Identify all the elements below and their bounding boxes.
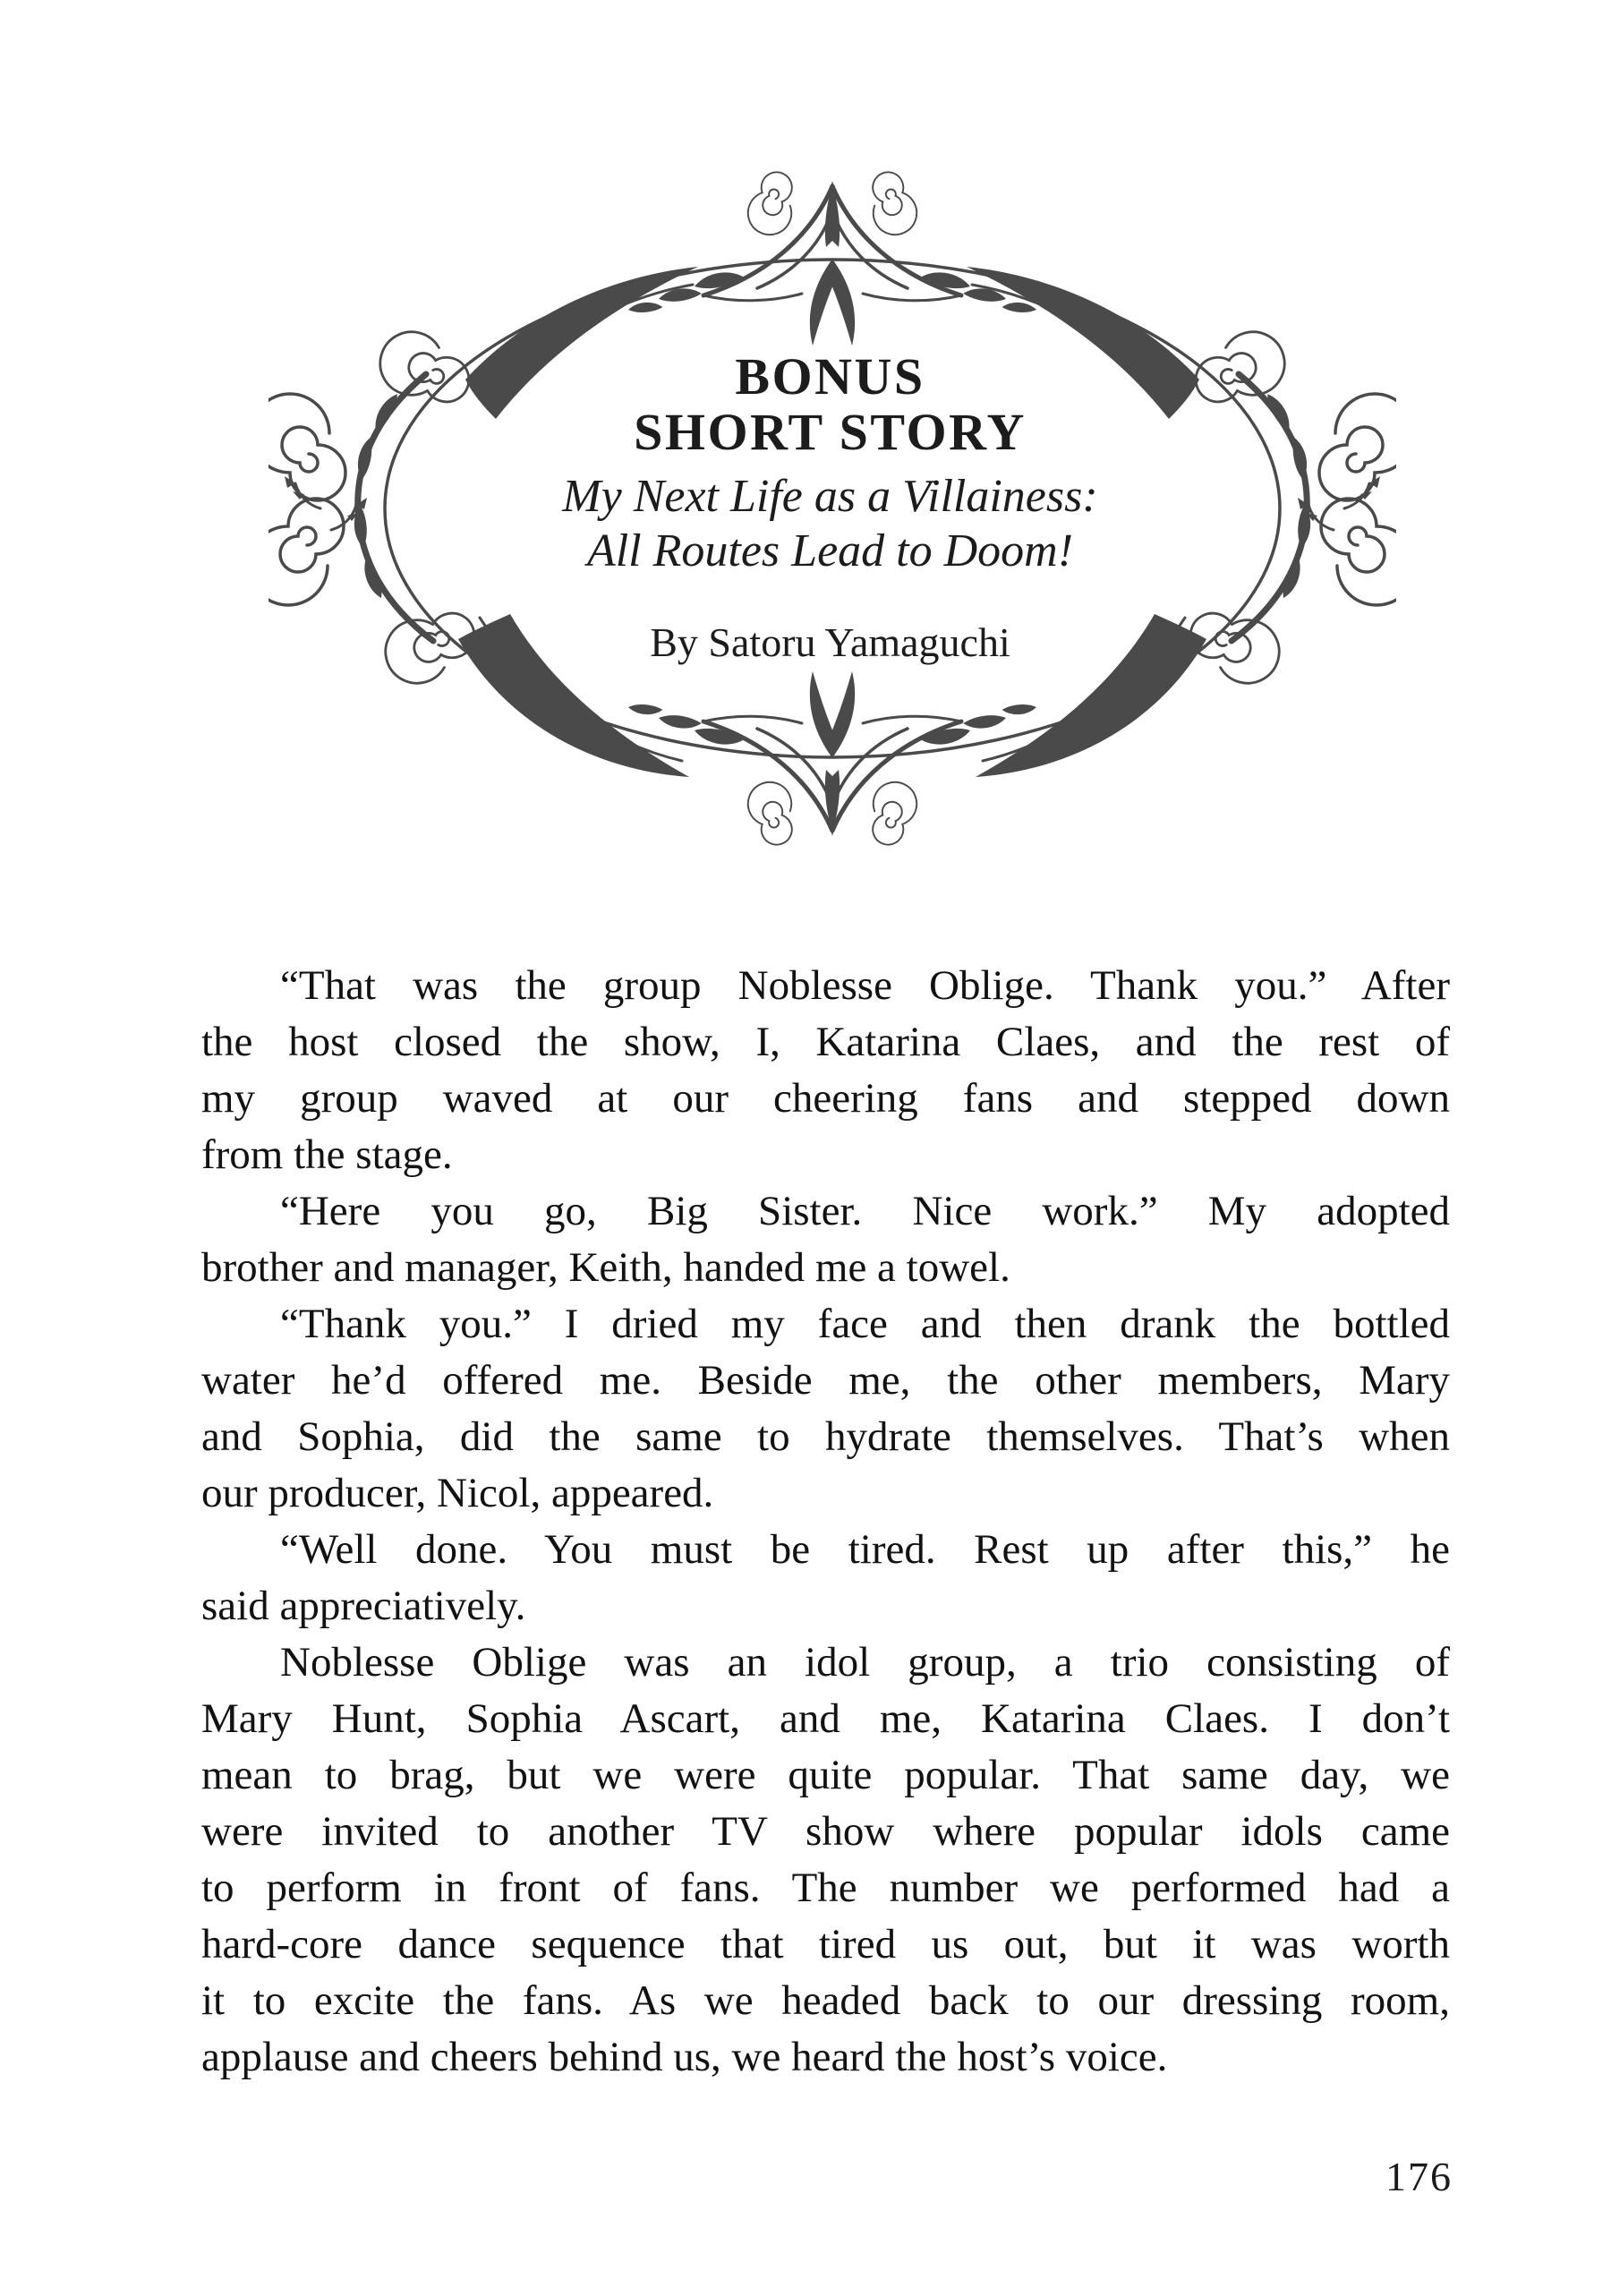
text-line: said appreciatively. [201,1583,526,1629]
text-line: our producer, Nicol, appeared. [201,1470,714,1516]
paragraph [201,1522,1450,1635]
page-title-line-2: SHORT STORY [634,403,1027,461]
text-line: the host closed the show, I, Katarina Claes, and the rest of [201,1019,1450,1065]
text-line: “Here you go, Big Sister. Nice work.” My adopted [280,1188,1450,1234]
text-line: from the stage. [201,1131,453,1178]
paragraph [201,1635,1450,2086]
text-line: my group waved at our cheering fans and stepped down [201,1075,1450,1122]
text-line: and Sophia, did the same to hydrate themselves. That’s when [201,1413,1450,1460]
author-byline: By Satoru Yamaguchi [650,619,1010,665]
paragraph [201,1183,1450,1296]
text-line: Mary Hunt, Sophia Ascart, and me, Katarina Claes. I don’t [201,1695,1450,1742]
text-line: “Well done. You must be tired. Rest up after this,” he [280,1526,1450,1573]
text-line: to perform in front of fans. The number we performed had a [201,1865,1450,1911]
book-subtitle-line-2: All Routes Lead to Doom! [586,525,1074,576]
title-block [206,349,1454,666]
body-text [201,958,1450,2086]
page-title-line-1: BONUS [735,347,925,405]
text-line: brother and manager, Keith, handed me a towel. [201,1244,1010,1291]
page-number: 176 [1385,2154,1453,2199]
text-line: it to excite the fans. As we headed back to our dressing room, [201,1977,1450,2024]
text-line: hard-core dance sequence that tired us out, but it was worth [201,1921,1450,1967]
text-line: water he’d offered me. Beside me, the other members, Mary [201,1357,1450,1404]
text-line: mean to brag, but we were quite popular. That same day, we [201,1752,1450,1798]
text-line: were invited to another TV show where popular idols came [201,1808,1450,1855]
text-line: Noblesse Oblige was an idol group, a trio consisting of [280,1639,1450,1686]
text-line: “That was the group Noblesse Oblige. Thank you.” After [280,962,1450,1009]
paragraph [201,1296,1450,1522]
text-line: applause and cheers behind us, we heard the host’s voice. [201,2034,1168,2080]
paragraph [201,958,1450,1183]
text-line: “Thank you.” I dried my face and then drank the bottled [280,1301,1450,1347]
book-subtitle-line-1: My Next Life as a Villainess: [562,471,1098,522]
